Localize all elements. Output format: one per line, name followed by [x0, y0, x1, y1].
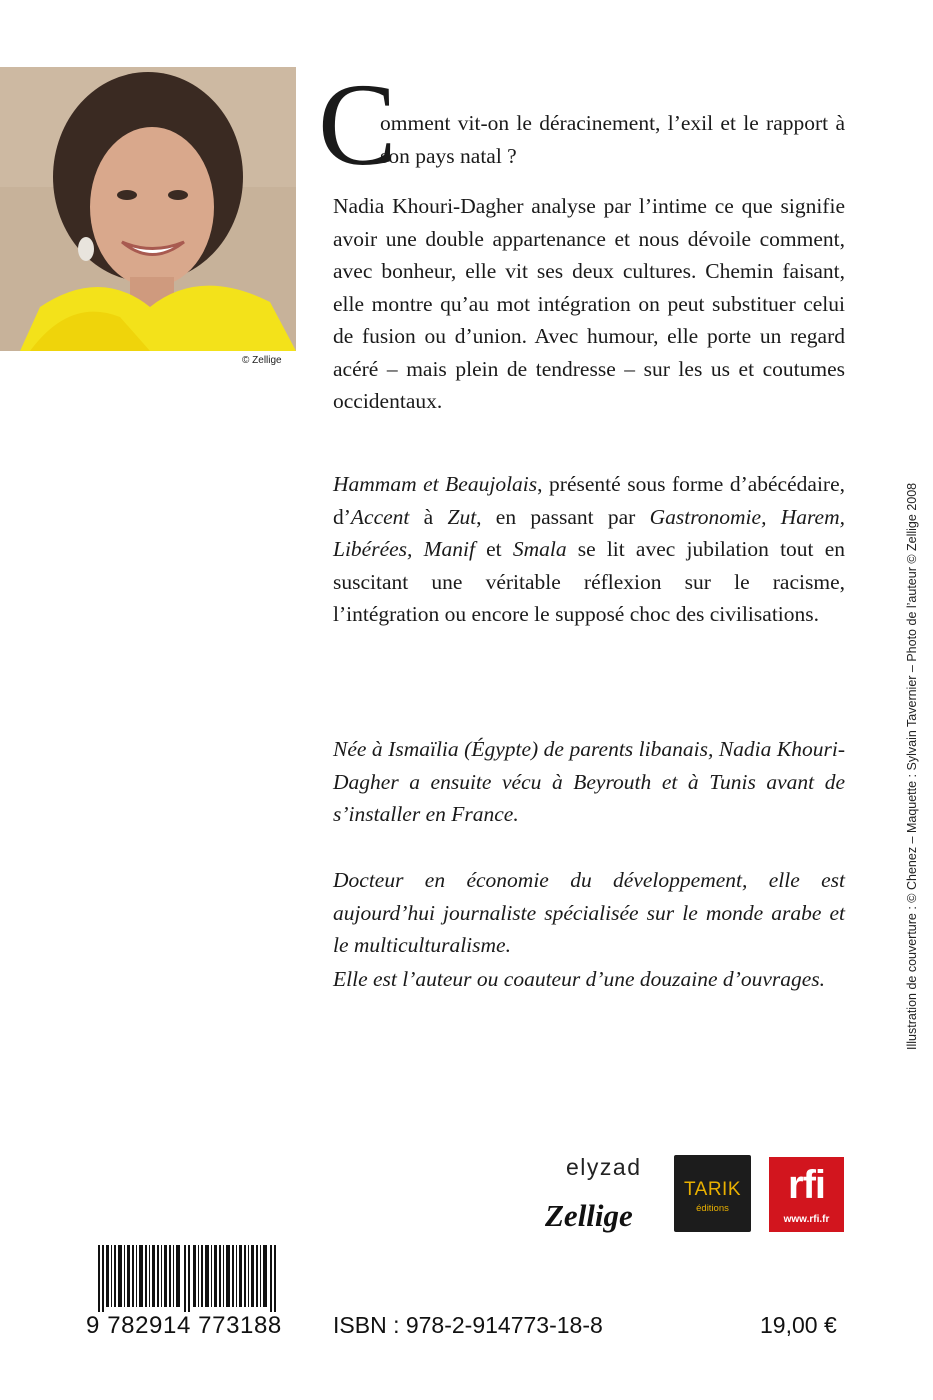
author-photo	[0, 67, 296, 351]
text-run: à	[409, 504, 448, 529]
bio-paragraph-2	[333, 864, 845, 962]
book-title: Hammam et Beaujolais	[333, 472, 538, 496]
rfi-logo	[769, 1157, 844, 1232]
blurb-paragraph-2	[333, 190, 845, 418]
text-run: et	[474, 537, 513, 561]
word-smala: Smala	[512, 537, 567, 561]
text-run: , présenté sous forme d’abécédaire, d’	[333, 472, 845, 529]
blurb-lead: omment vit-on le déracinement, l’exil et le rapport à son pays natal ?	[380, 111, 845, 168]
isbn: ISBN : 978-2-914773-18-8	[333, 1312, 603, 1338]
zellige-logo: Zellige	[545, 1198, 633, 1233]
text-run: , en passant par	[476, 504, 650, 529]
barcode-digits: 9 782914 773188	[86, 1312, 282, 1339]
tarik-logo	[674, 1155, 751, 1232]
blurb-paragraph-3	[333, 468, 845, 631]
word-list: Gastronomie, Harem, Libérées, Manif	[333, 504, 845, 561]
rfi-url: www.rfi.fr	[783, 1214, 830, 1225]
blurb-p3-text	[333, 468, 845, 631]
bio-p2-text: Docteur en économie du développement, elle est aujourd’hui journaliste spécialisée sur le monde arabe et le multiculturalisme.	[333, 868, 845, 957]
bio-p3-text: Elle est l’auteur ou coauteur d’une douzaine d’ouvrages.	[333, 967, 826, 991]
tarik-logo-name: TARIK	[683, 1179, 742, 1200]
rfi-logo-text: rfi	[788, 1163, 825, 1207]
dropcap: C	[318, 59, 397, 190]
vertical-credits: Illustration de couverture : © Chenez – Maquette : Sylvain Tavernier – Photo de l’auteur © Zellige 2008	[905, 482, 919, 1050]
bio-paragraph-1	[333, 733, 845, 831]
photo-credit: © Zellige	[242, 355, 282, 366]
bio-p1-text: Née à Ismaïlia (Égypte) de parents libanais, Nadia Khouri-Dagher a ensuite vécu à Beyrouth et à Tunis avant de s’installer en France.	[333, 737, 845, 826]
word-accent: Accent	[350, 504, 410, 529]
price: 19,00 €	[760, 1312, 837, 1338]
elyzad-logo: elyzad	[566, 1154, 642, 1180]
word-zut: Zut	[447, 504, 477, 529]
blurb-p2-text: Nadia Khouri-Dagher analyse par l’intime ce que signifie avoir une double appartenance et nous dévoile comment, avec bonheur, elle vit ses deux cultures. Chemin faisant, elle montre qu’au mot intégration on peut substituer celui de fusion ou d’union. Avec humour, elle porte un regard acéré – mais plein de tendresse – sur les us et coutumes occidentaux.	[333, 194, 845, 413]
bio-paragraph-3	[333, 963, 845, 996]
text-run: se lit avec jubilation tout en suscitant une véritable réflexion sur le racisme, l’intégration ou encore le supposé choc des civilisations.	[333, 537, 845, 626]
tarik-logo-sub: éditions	[696, 1203, 729, 1214]
barcode-bars	[84, 1245, 290, 1315]
author-portrait-image	[0, 67, 296, 351]
